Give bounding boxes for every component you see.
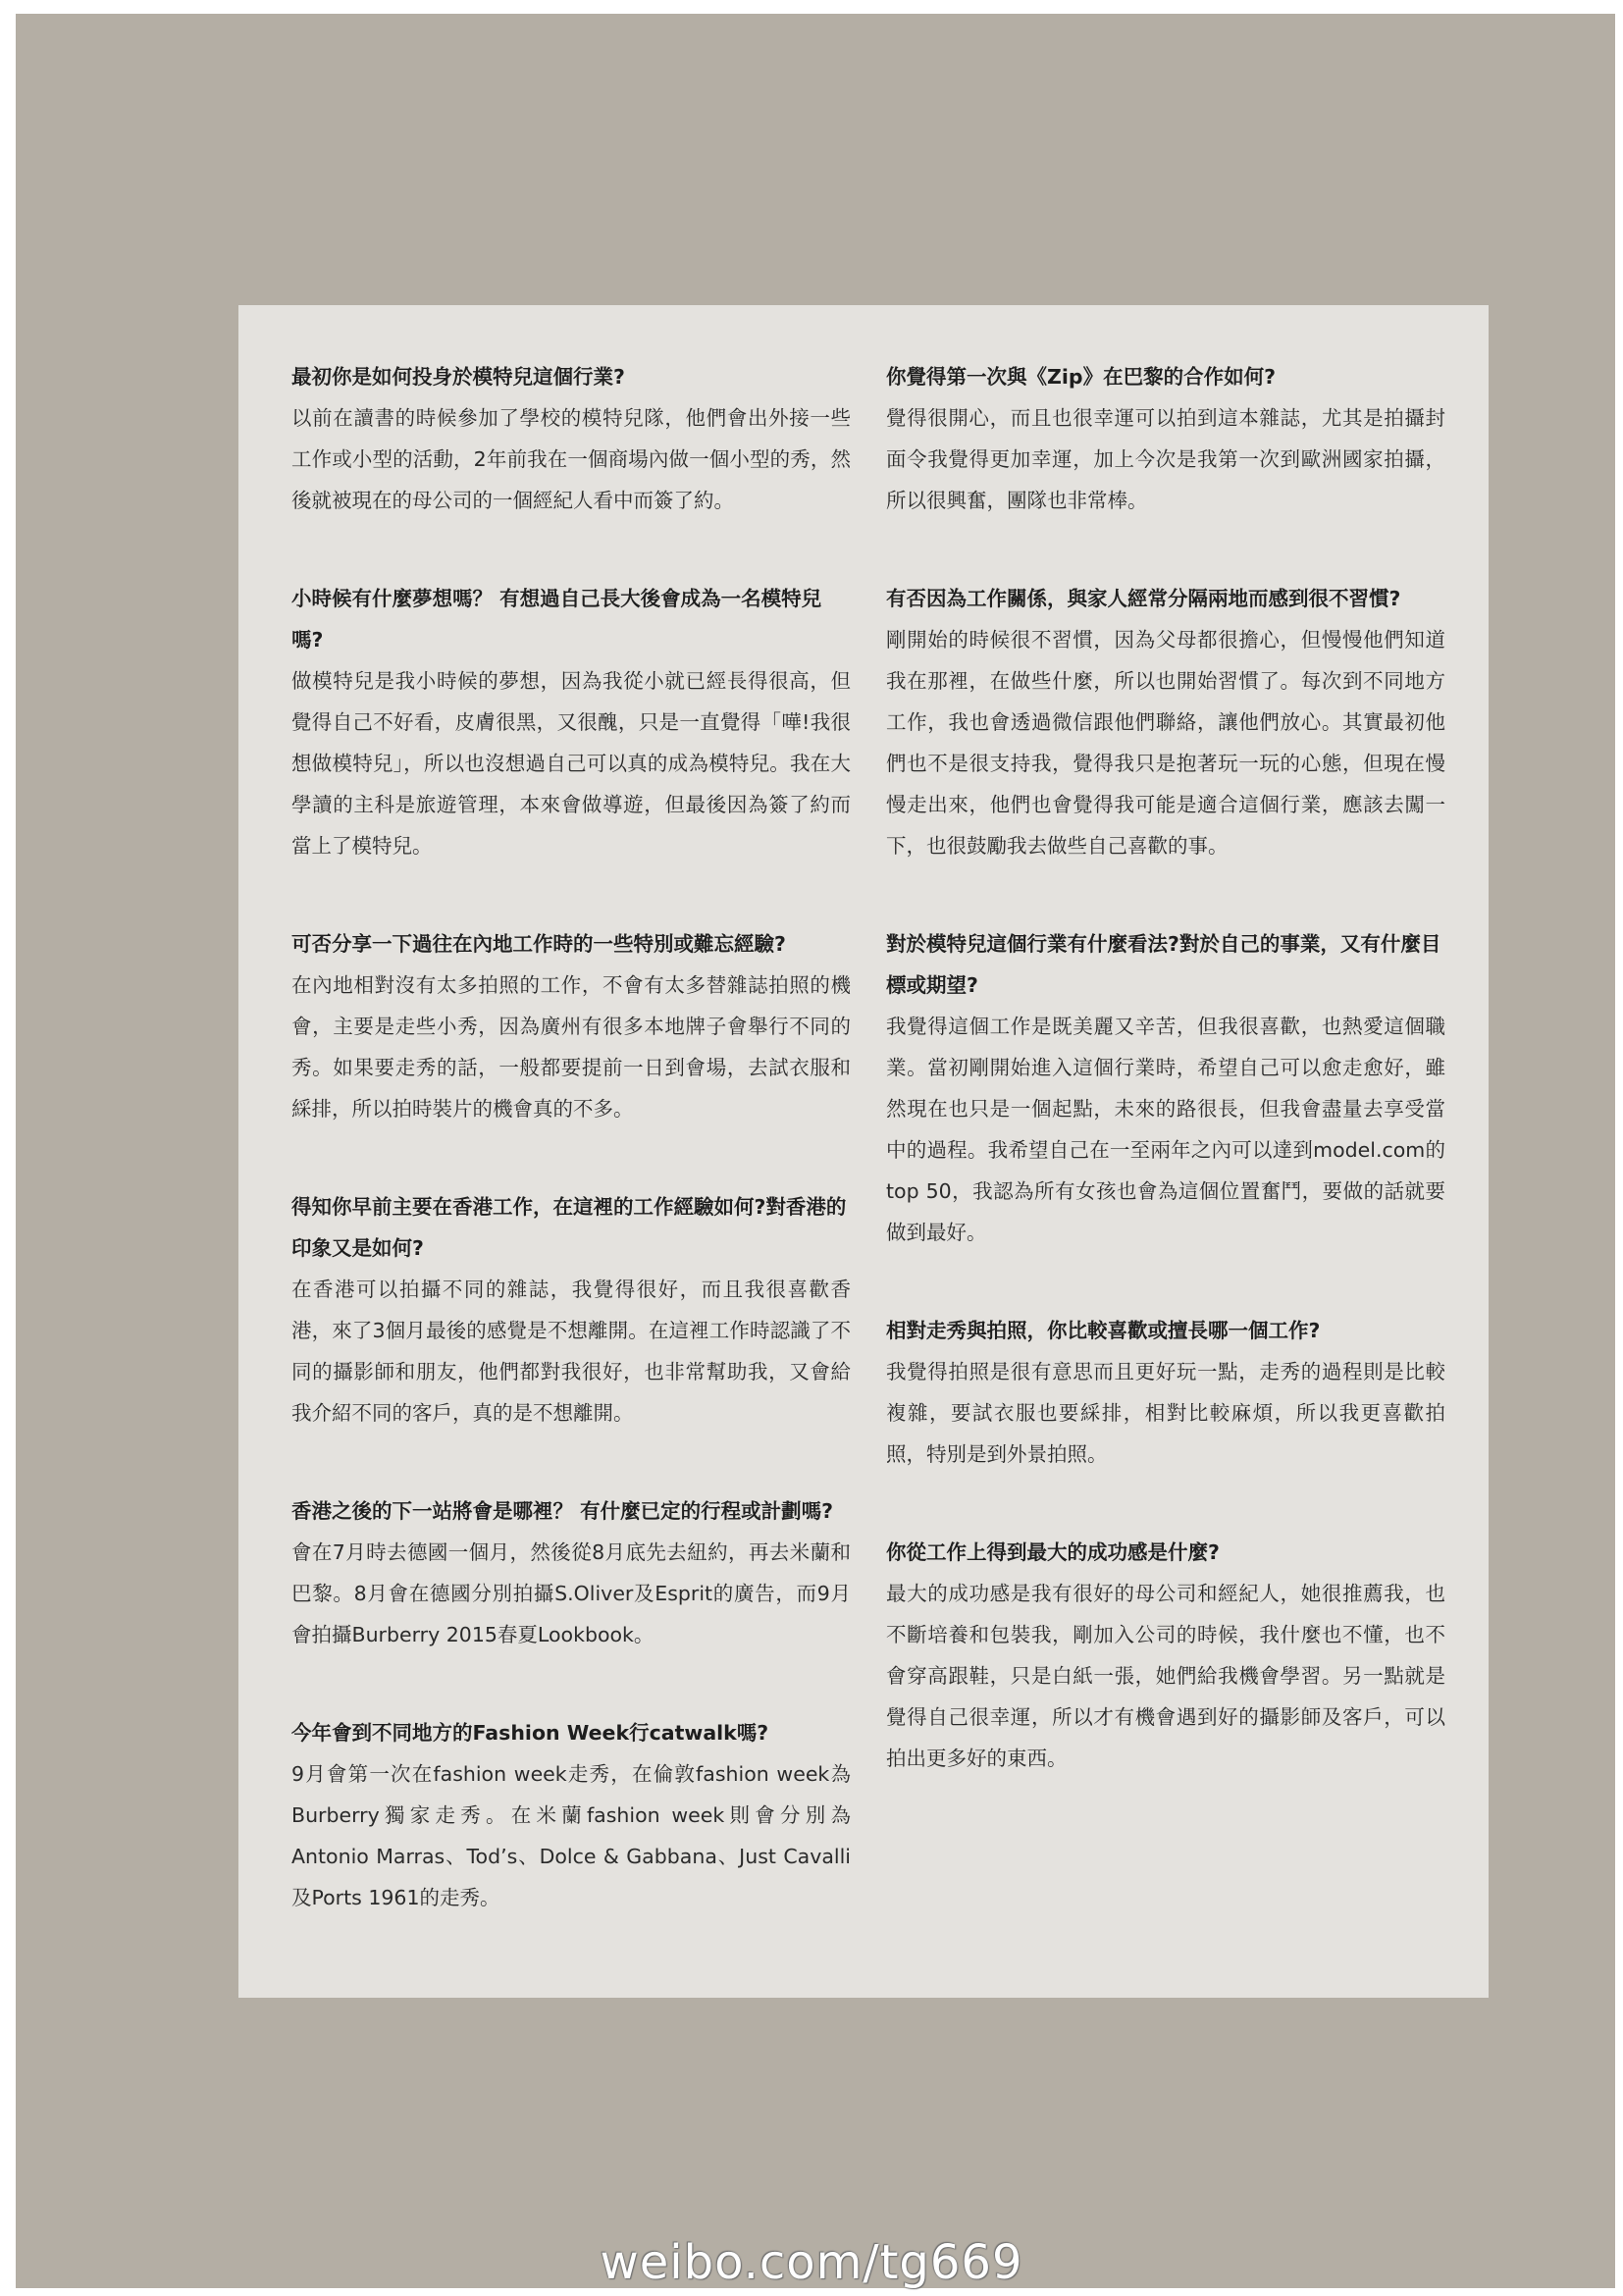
question: 小時候有什麼夢想嗎？ 有想過自己長大後會成為一名模特兒嗎? xyxy=(291,587,822,652)
question: 對於模特兒這個行業有什麼看法?對於自己的事業，又有什麼目標或期望? xyxy=(886,932,1441,997)
question: 得知你早前主要在香港工作，在這裡的工作經驗如何?對香港的印象又是如何? xyxy=(291,1195,847,1260)
question: 可否分享一下過往在內地工作時的一些特別或難忘經驗? xyxy=(291,932,786,956)
right-column xyxy=(886,356,1445,1836)
question: 你覺得第一次與《Zip》在巴黎的合作如何? xyxy=(886,365,1276,389)
qa-block xyxy=(886,923,1445,1253)
answer: 最大的成功感是我有很好的母公司和經紀人，她很推薦我，也不斷培養和包裝我，剛加入公司的時候，我什麼也不懂，也不會穿高跟鞋，只是白紙一張，她們給我機會學習。另一點就是覺得自己很幸運，所以才有機會遇到好的攝影師及客戶，可以拍出更多好的東西。 xyxy=(886,1582,1445,1770)
answer: 以前在讀書的時候參加了學校的模特兒隊，他們會出外接一些工作或小型的活動，2年前我在一個商場內做一個小型的秀，然後就被現在的母公司的一個經紀人看中而簽了約。 xyxy=(291,406,851,512)
answer: 做模特兒是我小時候的夢想，因為我從小就已經長得很高，但覺得自己不好看，皮膚很黑，又很醜，只是一直覺得「嘩!我很想做模特兒」，所以也沒想過自己可以真的成為模特兒。我在大學讀的主科是旅遊管理，本來會做導遊，但最後因為簽了約而當上了模特兒。 xyxy=(291,669,851,858)
left-column xyxy=(291,356,851,1975)
qa-block xyxy=(291,923,851,1129)
question: 最初你是如何投身於模特兒這個行業? xyxy=(291,365,625,389)
interview-text-panel xyxy=(238,305,1489,1998)
answer: 在香港可以拍攝不同的雜誌，我覺得很好，而且我很喜歡香港，來了3個月最後的感覺是不想離開。在這裡工作時認識了不同的攝影師和朋友，他們都對我很好，也非常幫助我，又會給我介紹不同的客戶，真的是不想離開。 xyxy=(291,1278,851,1425)
qa-block xyxy=(291,578,851,866)
answer: 會在7月時去德國一個月，然後從8月底先去紐約，再去米蘭和巴黎。8月會在德國分別拍攝S.Oliver及Esprit的廣告，而9月會拍攝Burberry 2015春夏Lookbook。 xyxy=(291,1540,851,1646)
qa-block xyxy=(886,356,1445,521)
qa-block xyxy=(291,1490,851,1655)
answer: 我覺得這個工作是既美麗又辛苦，但我很喜歡，也熱愛這個職業。當初剛開始進入這個行業時，希望自己可以愈走愈好，雖然現在也只是一個起點，未來的路很長，但我會盡量去享受當中的過程。我希望自己在一至兩年之內可以達到model.com的 top 50，我認為所有女孩也會為這個位置奮鬥，要做的話就要做到最好。 xyxy=(886,1015,1445,1244)
answer: 覺得很開心，而且也很幸運可以拍到這本雜誌，尤其是拍攝封面令我覺得更加幸運，加上今次是我第一次到歐洲國家拍攝，所以很興奮，團隊也非常棒。 xyxy=(886,406,1445,512)
magazine-page xyxy=(16,14,1615,2288)
qa-block xyxy=(886,1532,1445,1779)
answer: 我覺得拍照是很有意思而且更好玩一點，走秀的過程則是比較複雜，要試衣服也要綵排，相對比較麻煩，所以我更喜歡拍照，特別是到外景拍照。 xyxy=(886,1360,1445,1466)
question: 今年會到不同地方的Fashion Week行catwalk嗎? xyxy=(291,1721,769,1745)
qa-block xyxy=(291,356,851,521)
question: 你從工作上得到最大的成功感是什麼? xyxy=(886,1540,1220,1564)
answer: 剛開始的時候很不習慣，因為父母都很擔心，但慢慢他們知道我在那裡，在做些什麼，所以也開始習慣了。每次到不同地方工作，我也會透過微信跟他們聯絡，讓他們放心。其實最初他們也不是很支持我，覺得我只是抱著玩一玩的心態，但現在慢慢走出來，他們也會覺得我可能是適合這個行業，應該去闖一下，也很鼓勵我去做些自己喜歡的事。 xyxy=(886,628,1445,858)
qa-block xyxy=(291,1712,851,1918)
question: 有否因為工作關係，與家人經常分隔兩地而感到很不習慣? xyxy=(886,587,1401,610)
watermark-text: weibo.com/tg669 xyxy=(600,2235,1023,2290)
question: 相對走秀與拍照，你比較喜歡或擅長哪一個工作? xyxy=(886,1319,1321,1342)
answer: 9月會第一次在fashion week走秀，在倫敦fashion week為Burberry獨家走秀。在米蘭fashion week則會分別為Antonio Marras、Tod’s、Dolce & Gabbana、Just Cavalli及Ports 1961的走秀。 xyxy=(291,1762,851,1909)
question: 香港之後的下一站將會是哪裡？ 有什麼已定的行程或計劃嗎? xyxy=(291,1499,834,1523)
qa-block xyxy=(886,1310,1445,1475)
answer: 在內地相對沒有太多拍照的工作，不會有太多替雜誌拍照的機會，主要是走些小秀，因為廣州有很多本地牌子會舉行不同的秀。如果要走秀的話，一般都要提前一日到會場，去試衣服和綵排，所以拍時裝片的機會真的不多。 xyxy=(291,973,851,1121)
qa-block xyxy=(886,578,1445,866)
qa-block xyxy=(291,1186,851,1434)
